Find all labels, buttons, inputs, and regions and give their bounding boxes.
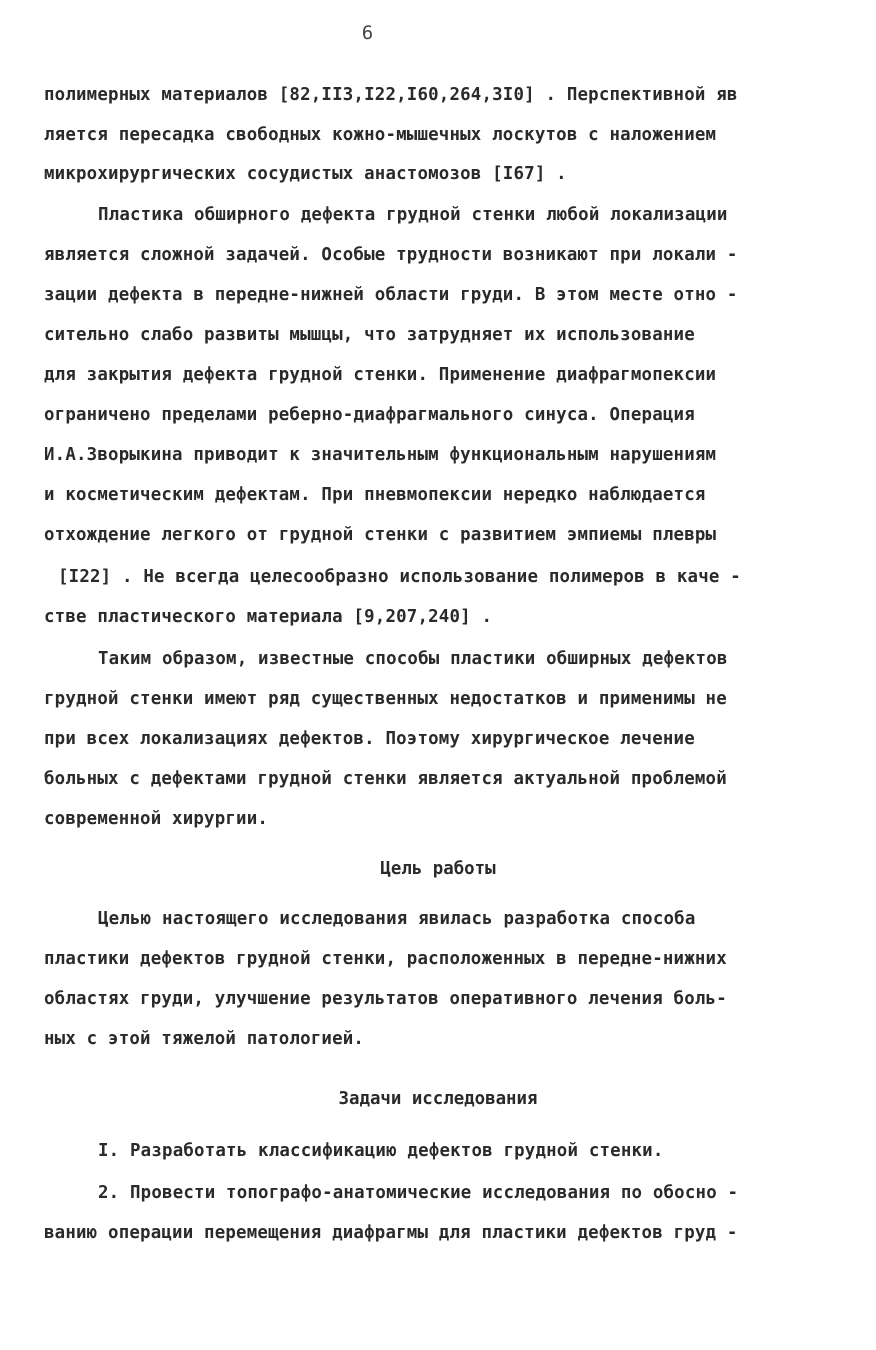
text-line: и косметическим дефектам. При пневмопексии нередко наблюдается bbox=[44, 485, 706, 505]
text-line: ляется пересадка свободных кожно-мышечных лоскутов с наложением bbox=[44, 125, 717, 145]
text-line: [I22] . Не всегда целесообразно использование полимеров в каче - bbox=[58, 567, 741, 587]
text-line: современной хирургии. bbox=[44, 809, 269, 829]
section-heading: Задачи исследования bbox=[338, 1089, 538, 1109]
list-item: 2. Провести топографо-анатомические исследования по обосно - bbox=[98, 1183, 739, 1203]
list-item: I. Разработать классификацию дефектов грудной стенки. bbox=[98, 1141, 664, 1161]
text-line: ных с этой тяжелой патологией. bbox=[44, 1029, 365, 1049]
text-line: сительно слабо развиты мышцы, что затрудняет их использование bbox=[44, 325, 695, 345]
section-heading: Цель работы bbox=[380, 859, 496, 879]
text-line: отхождение легкого от грудной стенки с развитием эмпиемы плевры bbox=[44, 525, 717, 545]
text-line: стве пластического материала [9,207,240] . bbox=[44, 607, 493, 627]
text-line: является сложной задачей. Особые трудности возникают при локали - bbox=[44, 245, 738, 265]
text-line: при всех локализациях дефектов. Поэтому хирургическое лечение bbox=[44, 729, 695, 749]
text-line: зации дефекта в передне-нижней области груди. В этом месте отно - bbox=[44, 285, 738, 305]
text-line: полимерных материалов [82,II3,I22,I60,264,3I0] . Перспективной яв bbox=[44, 85, 738, 105]
page-number: 6 bbox=[361, 22, 374, 44]
text-line: Таким образом, известные способы пластики обширных дефектов bbox=[98, 649, 728, 669]
text-line: областях груди, улучшение результатов оперативного лечения боль- bbox=[44, 989, 727, 1009]
text-line: пластики дефектов грудной стенки, расположенных в передне-нижних bbox=[44, 949, 727, 969]
text-line: микрохирургических сосудистых анастомозов [I67] . bbox=[44, 164, 567, 184]
text-line: ограничено пределами реберно-диафрагмального синуса. Операция bbox=[44, 405, 695, 425]
text-line: И.А.Зворыкина приводит к значительным функциональным нарушениям bbox=[44, 445, 717, 465]
text-line: Целью настоящего исследования явилась разработка способа bbox=[98, 909, 696, 929]
list-item: ванию операции перемещения диафрагмы для пластики дефектов груд - bbox=[44, 1223, 738, 1243]
text-line: Пластика обширного дефекта грудной стенки любой локализации bbox=[98, 205, 728, 225]
text-line: больных с дефектами грудной стенки является актуальной проблемой bbox=[44, 769, 727, 789]
text-line: грудной стенки имеют ряд существенных недостатков и применимы не bbox=[44, 689, 727, 709]
text-line: для закрытия дефекта грудной стенки. Применение диафрагмопексии bbox=[44, 365, 717, 385]
